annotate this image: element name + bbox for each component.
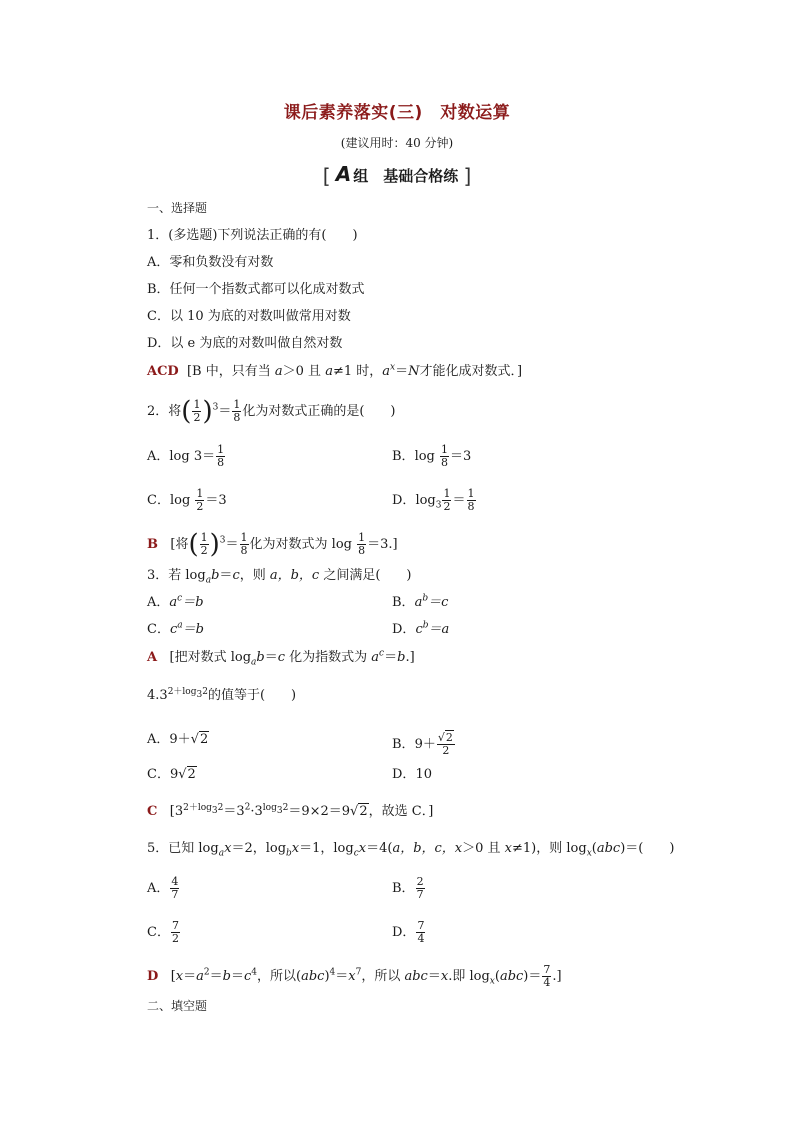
- q5-option-b: B． $\frac{2}{7}$: [392, 875, 424, 901]
- q3-stem: 3．若 $\log_ab=c$，则 a，b，c 之间满足( ): [147, 568, 412, 586]
- q4-option-c: C．9√2: [147, 767, 196, 782]
- q2-explanation: B [将( $\frac{1}{2}$ )$^3$＝ $\frac{1}{8}$ 化为对数式为 log $\frac{1}{8}$ ＝3.]: [147, 529, 398, 560]
- q4-option-b: B．9＋ $\frac{√2}{2}$: [392, 731, 453, 757]
- q5-option-d: D． $\frac{7}{4}$: [392, 919, 425, 945]
- q2-option-a: A．log 3＝ $\frac{1}{8}$: [147, 443, 225, 469]
- page-title: 课后素养落实(三) 对数运算: [283, 103, 511, 123]
- q5-answer: D: [147, 969, 159, 984]
- q2-option-b: B．log $\frac{1}{8}$ ＝3: [392, 443, 472, 469]
- q2-answer: B: [147, 537, 158, 552]
- section-heading-fill: 二、填空题: [147, 999, 208, 1013]
- q1-option-b: B．任何一个指数式都可以化成对数式: [147, 282, 365, 297]
- group-letter: A: [335, 162, 352, 186]
- section-heading-choice: 一、选择题: [147, 201, 208, 215]
- right-bracket: ]: [463, 164, 472, 188]
- q2-option-d: D．$\log_3$ $\frac{1}{2}$ ＝ $\frac{1}{8}$: [392, 487, 475, 513]
- q5-stem: 5．已知 $\log_ax=2$，$\log_bx=1$，$\log_cx=4(a$，b，c，x＞0 且 x≠1)，则 $\log_x(abc)=$( ): [147, 841, 675, 859]
- group-heading: [0, 162, 794, 188]
- q3-answer: A: [147, 650, 158, 665]
- q1-answer: ACD: [147, 364, 179, 379]
- q5-explanation: D [$x=a^2=b=c^4$，所以$(abc)^4=x^7$，所以 abc＝x.即 $\log_x(abc)=$ $\frac{7}{4}$ .]: [147, 963, 562, 989]
- q3-option-c: C．$c^a=b$: [147, 620, 204, 637]
- q1-option-a: A．零和负数没有对数: [147, 255, 274, 270]
- q5-option-a: A． $\frac{4}{7}$: [147, 875, 179, 901]
- q1-stem: 1．(多选题)下列说法正确的有( ): [147, 228, 358, 243]
- q2-option-c: C．log $\frac{1}{2}$ ＝3: [147, 487, 227, 513]
- q5-option-c: C． $\frac{7}{2}$: [147, 919, 179, 945]
- group-title: 组 基础合格练: [353, 167, 459, 185]
- q4-answer: C: [147, 804, 158, 819]
- q4-explanation: C [$3^{2+log_32}=3^2\cdot 3^{log_32}=9\times 2=9√2$，故选 C．]: [147, 802, 434, 819]
- q4-stem: $4.3^{2+log_32}$的值等于( ): [147, 686, 297, 703]
- q3-option-a: A．$a^c=b$: [147, 593, 204, 610]
- q1-option-d: D．以 e 为底的对数叫做自然对数: [147, 336, 343, 351]
- q3-option-d: D．$c^b=a$: [392, 620, 450, 637]
- q4-option-d: D．10: [392, 767, 432, 782]
- suggested-time: (建议用时：40 分钟): [340, 136, 454, 150]
- q3-explanation: A [把对数式 $\log_ab=c$ 化为指数式为 $a^c=b$.]: [147, 648, 415, 668]
- q2-stem: 2．将( $\frac{1}{2}$ )$^3$＝ $\frac{1}{8}$ 化为对数式正确的是( ): [147, 396, 396, 427]
- left-bracket: [: [322, 164, 331, 188]
- q4-option-a: A．9＋√2: [147, 732, 209, 747]
- q1-option-c: C．以 10 为底的对数叫做常用对数: [147, 309, 351, 324]
- q1-explanation: ACD [B 中，只有当 a＞0 且 a≠1 时，$a^x=N$才能化成对数式．]: [147, 362, 523, 379]
- q3-option-b: B．$a^b=c$: [392, 593, 449, 610]
